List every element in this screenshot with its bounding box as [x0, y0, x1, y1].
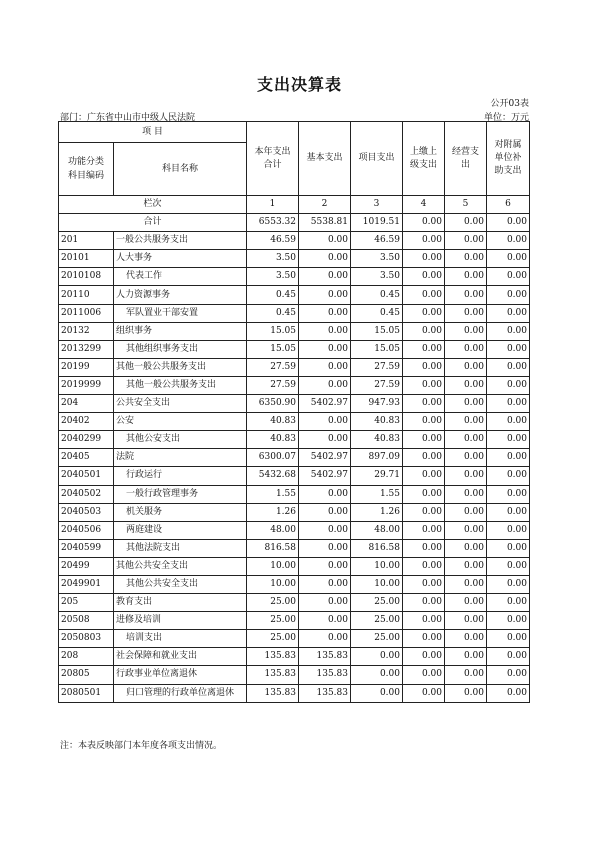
amount-cell: 0.00 [445, 666, 487, 684]
amount-cell: 0.00 [487, 485, 530, 503]
column-index: 6 [487, 196, 530, 214]
amount-cell: 0.00 [445, 413, 487, 431]
table-row [59, 485, 530, 503]
amount-cell: 897.09 [351, 449, 403, 467]
subject-code: 2011006 [59, 304, 114, 322]
amount-cell: 5402.97 [299, 467, 351, 485]
amount-cell: 816.58 [247, 539, 299, 557]
table-row [59, 612, 530, 630]
amount-cell: 0.00 [403, 358, 445, 376]
subject-name: 其他一般公共服务支出 [114, 358, 247, 376]
amount-cell: 0.00 [299, 232, 351, 250]
table-row [59, 594, 530, 612]
amount-cell: 0.00 [445, 395, 487, 413]
amount-cell: 0.00 [403, 232, 445, 250]
amount-cell: 0.00 [403, 612, 445, 630]
header-col: 项目支出 [351, 122, 403, 196]
subject-code: 204 [59, 395, 114, 413]
amount-cell: 40.83 [351, 413, 403, 431]
amount-cell: 0.00 [487, 232, 530, 250]
subject-name: 一般行政管理事务 [114, 485, 247, 503]
table-row [59, 467, 530, 485]
subject-name: 机关服务 [114, 503, 247, 521]
expenditure-table [58, 121, 530, 703]
subject-name: 军队置业干部安置 [114, 304, 247, 322]
amount-cell: 135.83 [299, 666, 351, 684]
amount-cell: 25.00 [351, 594, 403, 612]
amount-cell: 3.50 [351, 250, 403, 268]
amount-cell: 0.00 [403, 630, 445, 648]
header-item-group: 项 目 [59, 122, 247, 143]
total-value: 1019.51 [351, 214, 403, 232]
amount-cell: 0.00 [445, 684, 487, 702]
subject-name: 法院 [114, 449, 247, 467]
page-title: 支出决算表 [256, 75, 342, 94]
amount-cell: 0.00 [445, 232, 487, 250]
column-index: 2 [299, 196, 351, 214]
amount-cell: 135.83 [299, 684, 351, 702]
amount-cell: 0.00 [299, 268, 351, 286]
amount-cell: 0.00 [487, 684, 530, 702]
amount-cell: 0.00 [487, 539, 530, 557]
amount-cell: 0.00 [403, 286, 445, 304]
table-row [59, 395, 530, 413]
header-col: 上缴上 级支出 [403, 122, 445, 196]
subject-code: 205 [59, 594, 114, 612]
total-value: 0.00 [403, 214, 445, 232]
amount-cell: 0.00 [299, 413, 351, 431]
amount-cell: 0.00 [445, 304, 487, 322]
header-col: 经营支 出 [445, 122, 487, 196]
subject-name: 教育支出 [114, 594, 247, 612]
subject-code: 2019999 [59, 376, 114, 394]
amount-cell: 0.00 [487, 557, 530, 575]
subject-code: 2040501 [59, 467, 114, 485]
amount-cell: 25.00 [351, 630, 403, 648]
amount-cell: 6350.90 [247, 395, 299, 413]
amount-cell: 0.00 [487, 358, 530, 376]
footnote: 注：本表反映部门本年度各项支出情况。 [60, 741, 223, 751]
amount-cell: 0.00 [487, 431, 530, 449]
header-code-label: 功能分类 科目编码 [59, 143, 114, 196]
amount-cell: 0.00 [403, 467, 445, 485]
subject-code: 201 [59, 232, 114, 250]
amount-cell: 46.59 [351, 232, 403, 250]
table-row [59, 449, 530, 467]
total-value: 6553.32 [247, 214, 299, 232]
subject-code: 20402 [59, 413, 114, 431]
amount-cell: 40.83 [247, 431, 299, 449]
table-row [59, 250, 530, 268]
amount-cell: 0.00 [445, 557, 487, 575]
amount-cell: 0.00 [445, 612, 487, 630]
amount-cell: 15.05 [247, 322, 299, 340]
subject-code: 2040299 [59, 431, 114, 449]
total-value: 0.00 [487, 214, 530, 232]
table-row [59, 684, 530, 702]
amount-cell: 15.05 [247, 340, 299, 358]
subject-name: 两庭建设 [114, 521, 247, 539]
subject-code: 2040599 [59, 539, 114, 557]
subject-name: 其他法院支出 [114, 539, 247, 557]
subject-code: 20101 [59, 250, 114, 268]
total-value: 5538.81 [299, 214, 351, 232]
amount-cell: 0.00 [299, 575, 351, 593]
table-row [59, 376, 530, 394]
amount-cell: 135.83 [247, 666, 299, 684]
amount-cell: 0.00 [487, 268, 530, 286]
amount-cell: 3.50 [351, 268, 403, 286]
amount-cell: 135.83 [299, 648, 351, 666]
amount-cell: 27.59 [247, 358, 299, 376]
amount-cell: 0.00 [403, 503, 445, 521]
amount-cell: 0.00 [299, 431, 351, 449]
amount-cell: 0.00 [445, 521, 487, 539]
table-row [59, 630, 530, 648]
amount-cell: 10.00 [351, 557, 403, 575]
amount-cell: 46.59 [247, 232, 299, 250]
subject-code: 2040503 [59, 503, 114, 521]
table-row [59, 340, 530, 358]
amount-cell: 0.00 [487, 376, 530, 394]
amount-cell: 5402.97 [299, 395, 351, 413]
amount-cell: 0.00 [299, 557, 351, 575]
amount-cell: 0.00 [487, 612, 530, 630]
amount-cell: 0.00 [445, 594, 487, 612]
table-row [59, 539, 530, 557]
amount-cell: 0.00 [403, 539, 445, 557]
amount-cell: 29.71 [351, 467, 403, 485]
amount-cell: 0.00 [299, 521, 351, 539]
subject-code: 2013299 [59, 340, 114, 358]
subject-name: 组织事务 [114, 322, 247, 340]
amount-cell: 0.00 [445, 268, 487, 286]
table-row [59, 648, 530, 666]
header-col: 基本支出 [299, 122, 351, 196]
amount-cell: 947.93 [351, 395, 403, 413]
amount-cell: 48.00 [247, 521, 299, 539]
amount-cell: 25.00 [247, 612, 299, 630]
amount-cell: 40.83 [247, 413, 299, 431]
header-name-label: 科目名称 [114, 143, 247, 196]
amount-cell: 0.00 [445, 467, 487, 485]
amount-cell: 10.00 [247, 575, 299, 593]
table-row [59, 503, 530, 521]
amount-cell: 0.00 [299, 485, 351, 503]
amount-cell: 0.00 [487, 250, 530, 268]
amount-cell: 0.00 [445, 503, 487, 521]
amount-cell: 1.26 [351, 503, 403, 521]
amount-cell: 0.00 [403, 648, 445, 666]
amount-cell: 40.83 [351, 431, 403, 449]
amount-cell: 0.00 [445, 250, 487, 268]
table-row [59, 268, 530, 286]
amount-cell: 0.00 [487, 304, 530, 322]
amount-cell: 0.00 [487, 322, 530, 340]
column-index: 3 [351, 196, 403, 214]
amount-cell: 0.00 [487, 395, 530, 413]
table-row [59, 666, 530, 684]
table-row [59, 431, 530, 449]
amount-cell: 0.00 [299, 340, 351, 358]
amount-cell: 5402.97 [299, 449, 351, 467]
amount-cell: 0.00 [403, 322, 445, 340]
amount-cell: 0.00 [487, 286, 530, 304]
amount-cell: 15.05 [351, 322, 403, 340]
amount-cell: 0.00 [445, 358, 487, 376]
amount-cell: 0.00 [351, 648, 403, 666]
amount-cell: 0.00 [445, 539, 487, 557]
column-index: 4 [403, 196, 445, 214]
amount-cell: 1.55 [351, 485, 403, 503]
subject-name: 公安 [114, 413, 247, 431]
amount-cell: 0.00 [403, 684, 445, 702]
table-row [59, 304, 530, 322]
amount-cell: 0.00 [403, 521, 445, 539]
table-row [59, 557, 530, 575]
subject-name: 其他公共安全支出 [114, 575, 247, 593]
amount-cell: 3.50 [247, 250, 299, 268]
amount-cell: 0.00 [299, 539, 351, 557]
subject-code: 20132 [59, 322, 114, 340]
subject-code: 2049901 [59, 575, 114, 593]
subject-name: 代表工作 [114, 268, 247, 286]
total-value: 0.00 [445, 214, 487, 232]
amount-cell: 0.00 [403, 557, 445, 575]
amount-cell: 0.00 [487, 666, 530, 684]
amount-cell: 0.00 [487, 413, 530, 431]
amount-cell: 10.00 [351, 575, 403, 593]
table-row [59, 575, 530, 593]
amount-cell: 0.00 [487, 467, 530, 485]
header-col: 本年支出 合计 [247, 122, 299, 196]
amount-cell: 0.00 [445, 575, 487, 593]
amount-cell: 0.00 [299, 594, 351, 612]
subject-code: 2040506 [59, 521, 114, 539]
amount-cell: 0.00 [299, 358, 351, 376]
amount-cell: 48.00 [351, 521, 403, 539]
subject-name: 进修及培训 [114, 612, 247, 630]
subject-code: 20805 [59, 666, 114, 684]
amount-cell: 25.00 [247, 630, 299, 648]
subject-code: 20508 [59, 612, 114, 630]
amount-cell: 135.83 [247, 648, 299, 666]
amount-cell: 0.00 [403, 666, 445, 684]
amount-cell: 0.00 [445, 449, 487, 467]
header-col: 对附属 单位补 助支出 [487, 122, 530, 196]
amount-cell: 0.00 [299, 612, 351, 630]
total-label: 合计 [59, 214, 247, 232]
subject-name: 公共安全支出 [114, 395, 247, 413]
subject-name: 行政运行 [114, 467, 247, 485]
amount-cell: 0.00 [299, 503, 351, 521]
amount-cell: 10.00 [247, 557, 299, 575]
amount-cell: 0.00 [445, 431, 487, 449]
subject-name: 一般公共服务支出 [114, 232, 247, 250]
amount-cell: 27.59 [351, 376, 403, 394]
amount-cell: 1.55 [247, 485, 299, 503]
subject-name: 社会保障和就业支出 [114, 648, 247, 666]
subject-code: 20405 [59, 449, 114, 467]
amount-cell: 0.00 [487, 648, 530, 666]
amount-cell: 25.00 [351, 612, 403, 630]
amount-cell: 0.00 [445, 376, 487, 394]
subject-code: 20199 [59, 358, 114, 376]
amount-cell: 135.83 [247, 684, 299, 702]
subject-code: 2050803 [59, 630, 114, 648]
amount-cell: 0.45 [351, 304, 403, 322]
amount-cell: 0.00 [403, 304, 445, 322]
amount-cell: 6300.07 [247, 449, 299, 467]
amount-cell: 0.45 [247, 304, 299, 322]
amount-cell: 0.00 [403, 395, 445, 413]
subject-name: 人力资源事务 [114, 286, 247, 304]
amount-cell: 0.00 [487, 521, 530, 539]
amount-cell: 0.00 [403, 594, 445, 612]
amount-cell: 0.00 [445, 485, 487, 503]
subject-name: 其他公共安全支出 [114, 557, 247, 575]
department-label: 部门：广东省中山市中级人民法院 [60, 113, 196, 123]
column-index: 5 [445, 196, 487, 214]
table-row [59, 521, 530, 539]
amount-cell: 1.26 [247, 503, 299, 521]
amount-cell: 0.00 [403, 340, 445, 358]
table-row [59, 232, 530, 250]
amount-cell: 0.45 [247, 286, 299, 304]
amount-cell: 0.00 [403, 413, 445, 431]
table-row [59, 286, 530, 304]
subject-code: 20499 [59, 557, 114, 575]
subject-code: 208 [59, 648, 114, 666]
amount-cell: 0.00 [299, 376, 351, 394]
amount-cell: 0.00 [403, 485, 445, 503]
amount-cell: 0.00 [487, 594, 530, 612]
table-row [59, 413, 530, 431]
subject-code: 2040502 [59, 485, 114, 503]
amount-cell: 0.00 [487, 449, 530, 467]
subject-name: 归口管理的行政单位离退休 [114, 684, 247, 702]
amount-cell: 0.00 [403, 575, 445, 593]
amount-cell: 0.00 [299, 630, 351, 648]
subject-name: 人大事务 [114, 250, 247, 268]
subject-name: 行政事业单位离退休 [114, 666, 247, 684]
amount-cell: 0.00 [403, 268, 445, 286]
form-code: 公开03表 [490, 99, 529, 109]
amount-cell: 0.00 [487, 630, 530, 648]
amount-cell: 0.00 [445, 630, 487, 648]
table-row [59, 322, 530, 340]
amount-cell: 816.58 [351, 539, 403, 557]
amount-cell: 0.00 [403, 431, 445, 449]
amount-cell: 5432.68 [247, 467, 299, 485]
column-index: 1 [247, 196, 299, 214]
amount-cell: 0.00 [445, 340, 487, 358]
amount-cell: 0.00 [299, 322, 351, 340]
amount-cell: 0.00 [403, 449, 445, 467]
subject-code: 2080501 [59, 684, 114, 702]
unit-label: 单位：万元 [483, 113, 529, 123]
subject-code: 20110 [59, 286, 114, 304]
amount-cell: 0.00 [351, 684, 403, 702]
amount-cell: 25.00 [247, 594, 299, 612]
amount-cell: 3.50 [247, 268, 299, 286]
subject-name: 培训支出 [114, 630, 247, 648]
amount-cell: 0.45 [351, 286, 403, 304]
subject-name: 其他一般公共服务支出 [114, 376, 247, 394]
amount-cell: 0.00 [299, 286, 351, 304]
amount-cell: 0.00 [487, 340, 530, 358]
subject-name: 其他组织事务支出 [114, 340, 247, 358]
subject-name: 其他公安支出 [114, 431, 247, 449]
amount-cell: 0.00 [299, 250, 351, 268]
amount-cell: 27.59 [247, 376, 299, 394]
amount-cell: 0.00 [299, 304, 351, 322]
amount-cell: 0.00 [403, 250, 445, 268]
subject-code: 2010108 [59, 268, 114, 286]
amount-cell: 15.05 [351, 340, 403, 358]
amount-cell: 0.00 [445, 286, 487, 304]
amount-cell: 0.00 [487, 503, 530, 521]
amount-cell: 27.59 [351, 358, 403, 376]
amount-cell: 0.00 [445, 648, 487, 666]
amount-cell: 0.00 [487, 575, 530, 593]
amount-cell: 0.00 [351, 666, 403, 684]
column-index-label: 栏次 [59, 196, 247, 214]
table-row [59, 358, 530, 376]
amount-cell: 0.00 [445, 322, 487, 340]
amount-cell: 0.00 [403, 376, 445, 394]
